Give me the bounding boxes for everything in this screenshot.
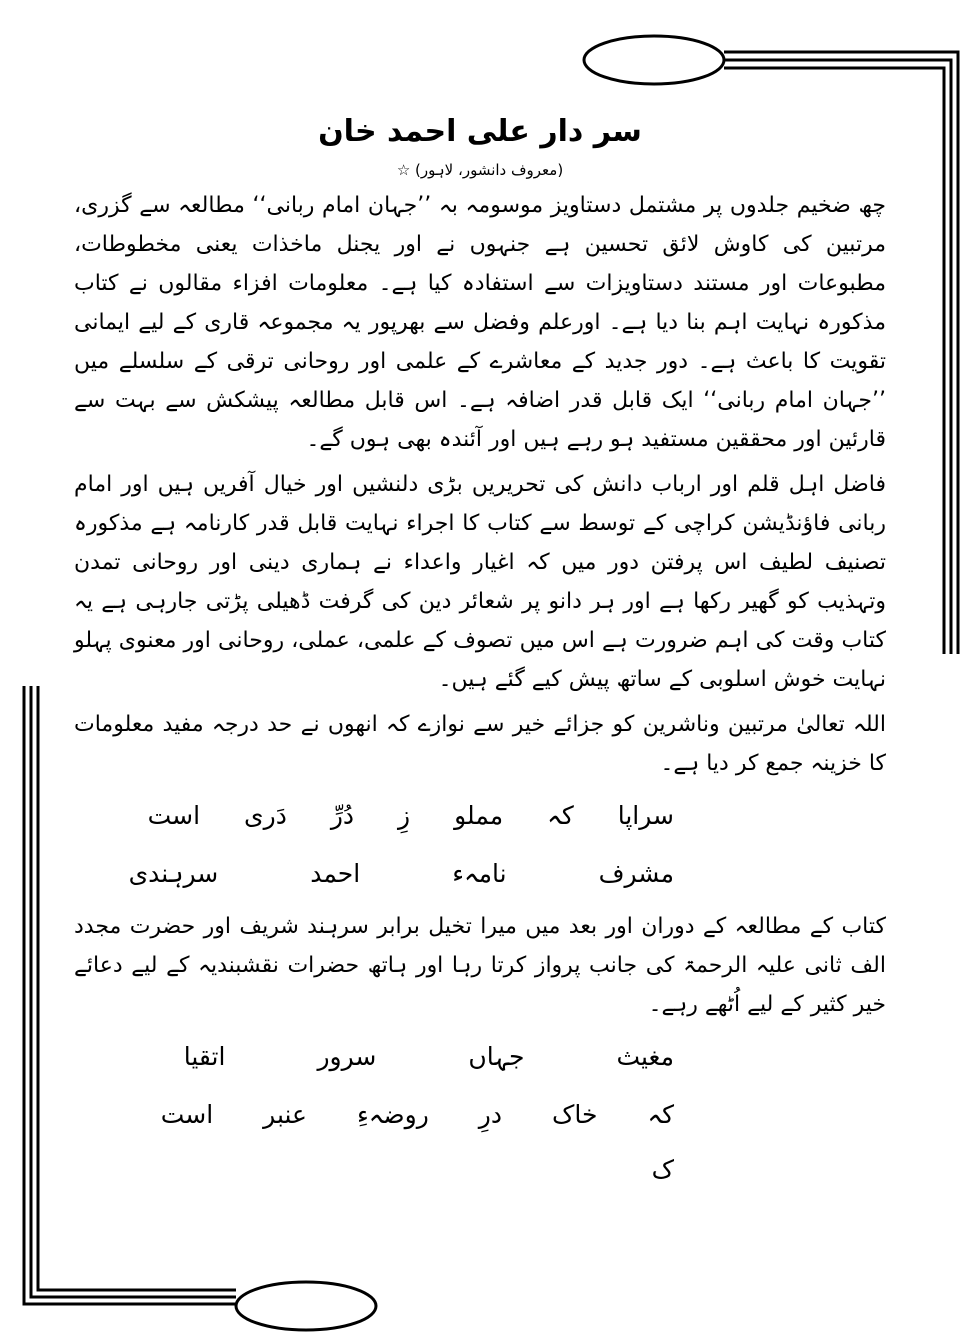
verse-word: عنبر: [263, 1100, 307, 1129]
verse-word: سرہندی: [128, 859, 219, 888]
verse-word: مملو: [454, 801, 504, 830]
verse-word: خاک: [551, 1100, 598, 1129]
verse-2-line-2: [74, 1090, 886, 1140]
verse-word: دَری: [244, 801, 287, 830]
top-oval-ornament: [584, 36, 724, 84]
article: [74, 110, 886, 1192]
verse-word: زِ: [398, 801, 411, 830]
verse-word: سراپا: [617, 801, 674, 830]
verse-word: سرور: [317, 1042, 377, 1071]
verse-word: مشرف: [598, 859, 674, 888]
verse-2-line-1: [74, 1032, 886, 1082]
verse-word: کہ: [547, 801, 574, 830]
paragraph-2: فاضل اہل قلم اور ارباب دانش کی تحریریں بڑی دلنشیں اور خیال آفریں ہیں اور امام ربانی فاؤنڈیشن کراچی کے توسط سے کتاب کا اجراء نہایت قابل قدر کارنامہ ہے مذکورہ تصنیف لطیف اس پرفتن دور میں کہ اغیار واعداء نے ہماری دینی اور روحانی تمدن وتہذیب کو گھیر رکھا ہے اور ہر دانو پر شعائر دین کی گرفت ڈھیلی پڑتی جارہی ہے یہ کتاب وقت کی اہم ضرورت ہے اس میں تصوف کے علمی، عملی، روحانی اور معنوی پہلو نہایت خوش اسلوبی کے ساتھ پیش کیے گئے ہیں۔: [74, 472, 886, 692]
verse-word: است: [147, 801, 201, 830]
verse-1-line-2: [74, 849, 886, 899]
verse-word: روضہءِ: [356, 1100, 429, 1129]
verse-word: است: [160, 1100, 214, 1129]
paragraph-4: کتاب کے مطالعہ کے دوران اور بعد میں میرا تخیل برابر سرہند شریف اور حضرت مجدد الف ثانی علیہ الرحمۃ کی جانب پرواز کرتا رہا اور ہاتھ حضرات نقشبندیہ کے لیے دعائے خیر کثیر کے لیے اُٹھے رہے۔: [74, 914, 886, 1017]
bottom-oval-ornament: [236, 1282, 376, 1330]
verse-2-line-3: ک: [651, 1155, 674, 1184]
verse-word: دُرِّ: [330, 801, 355, 830]
verse-word: اتقیا: [183, 1042, 226, 1071]
verse-1-line-1: [74, 791, 886, 841]
verse-word: جہاں: [468, 1042, 525, 1071]
verse-word: نامہء: [452, 859, 507, 888]
verse-word: درِ: [478, 1100, 502, 1129]
page-title: سر دار علی احمد خان: [318, 114, 642, 149]
paragraph-1: چھ ضخیم جلدوں پر مشتمل دستاویز موسومہ بہ ’’جہان امام ربانی‘‘ مطالعہ سے گزری، مرتبین کی کاوش لائق تحسین ہے جنہوں نے اور یجنل ماخذات یعنی مخطوطات، مطبوعات اور مستند دستاویزات سے استفادہ کیا ہے۔ معلومات افزاء مقالوں نے کتاب مذکورہ نہایت اہم بنا دیا ہے۔ اورعلم وفضل سے بھرپور یہ مجموعہ قاری کے لیے ایمانی تقویت کا باعث ہے۔ دور جدید کے معاشرے کے علمی اور روحانی ترقی کے سلسلے میں ’’جہان امام ربانی‘‘ ایک قابل قدر اضافہ ہے۔ اس قابل مطالعہ پیشکش سے بہت سے قارئین اور محققین مستفید ہو رہے ہیں اور آئندہ بھی ہوں گے۔: [74, 193, 886, 452]
verse-word: کہ: [647, 1100, 674, 1129]
author-subtitle: (معروف دانشور، لاہور) ☆: [396, 161, 564, 179]
verse-word: مغیث: [616, 1042, 674, 1071]
paragraph-3: اللہ تعالیٰ مرتبین وناشرین کو جزائے خیر سے نوازے کہ انھوں نے حد درجہ مفید معلومات کا خزینہ جمع کر دیا ہے۔: [74, 712, 886, 776]
verse-word: احمد: [310, 859, 361, 888]
